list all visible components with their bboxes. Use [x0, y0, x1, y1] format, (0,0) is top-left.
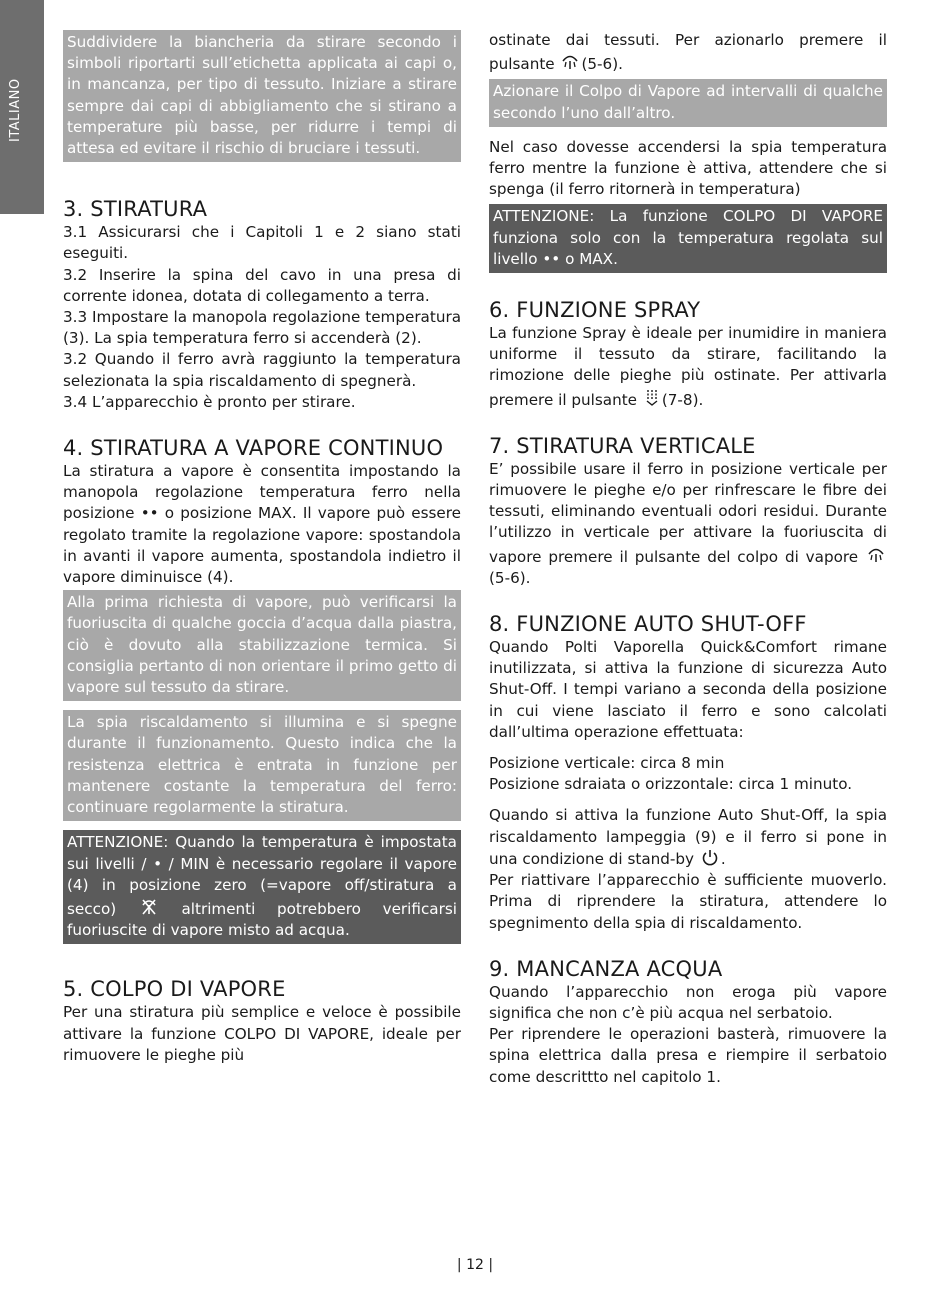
paragraph-text: ostinate dai tessuti. Per azionarlo premere il pulsante: [489, 31, 887, 74]
paragraph-8-b: Posizione verticale: circa 8 min: [489, 754, 725, 773]
paragraph-text-end: (5-6).: [489, 568, 531, 587]
warning-box-steam-shot: [489, 204, 887, 273]
paragraph-text-end: (7-8).: [661, 390, 704, 409]
note-box-steam-interval: [489, 79, 887, 126]
standby-icon: [701, 848, 719, 866]
note-box-heating-light: [63, 710, 461, 821]
paragraph-text-end: (5-6).: [581, 55, 623, 74]
steam-shot-icon: [867, 544, 885, 564]
paragraph-3-4: 3.2 Quando il ferro avrà raggiunto la temperatura selezionata la spia riscaldamento di spegnerà.: [63, 350, 461, 390]
heading-section-5: 5. COLPO DI VAPORE: [63, 977, 286, 1002]
paragraph-5: Per una stiratura più semplice e veloce è possibile attivare la funzione COLPO DI VAPORE, ideale per rimuovere le pieghe più: [63, 1003, 461, 1064]
left-column: [63, 30, 461, 1066]
paragraph-6: [489, 323, 887, 411]
heading-section-3: 3. STIRATURA: [63, 197, 208, 222]
heading-section-9: 9. MANCANZA ACQUA: [489, 956, 723, 981]
paragraph-text: La funzione Spray è ideale per inumidire in maniera uniforme il tessuto da stirare, facilitando la rimozione delle pieghe più ostinate. Per attivarla premere il pulsante: [489, 324, 887, 409]
note-box-sorting: [63, 30, 461, 162]
page-number: | 12 |: [456, 1257, 494, 1273]
heading-section-4: 4. STIRATURA A VAPORE CONTINUO: [63, 436, 444, 461]
paragraph-3-2: 3.2 Inserire la spina del cavo in una presa di corrente idonea, dotata di collegamento a terra.: [63, 265, 461, 305]
heading-section-6: 6. FUNZIONE SPRAY: [489, 298, 701, 323]
warning-text: Quando la temperatura è impostata sui livelli / • / MIN è necessario regolare il vapore (4) in posizione zero (=vapore off/stiratura a secco): [67, 833, 457, 918]
paragraph-text: E’ possibile usare il ferro in posizione verticale per rimuovere le pieghe e/o per rinfrescare le fibre dei tessuti, eliminando eventuali odori residui. Durante l’utilizzo in verticale per attivare la fuoriuscita di vapore premere il pulsante del colpo di vapore: [489, 459, 887, 566]
warning-text: La funzione COLPO DI VAPORE funziona solo con la temperatura regolata sul livello •• o MAX.: [493, 207, 883, 268]
heading-section-8: 8. FUNZIONE AUTO SHUT-OFF: [489, 612, 807, 637]
note-text: Suddividere la biancheria da stirare secondo i simboli riportarti sull’etichetta applicata ai capi o, in mancanza, per tipo di tessuto. Iniziare a stirare sempre dai capi di abbigliamento che si stirano a temperature più basse, per ridurre i tempi di attesa ed evitare il rischio di bruciare i tessuti.: [67, 33, 457, 158]
note-text: La spia riscaldamento si illumina e si spegne durante il funzionamento. Questo indica che la resistenza elettrica è entrata in funzione per mantenere costante la temperatura del ferro: continuare regolarmente la stiratura.: [67, 713, 457, 817]
paragraph-9-b: Per riprendere le operazioni basterà, rimuovere la spina elettrica dalla presa e riempire il serbatoio come descrittto nel capitolo 1.: [489, 1025, 887, 1086]
no-steam-icon: [140, 896, 158, 916]
paragraph-4: La stiratura a vapore è consentita impostando la manopola regolazione temperatura ferro nella posizione •• o posizione MAX. Il vapore può essere regolato tramite la regolazione vapore: spostandola in avanti il vapore aumenta, spostandola indietro il vapore diminuisce (4).: [63, 462, 461, 587]
warning-label: ATTENZIONE:: [493, 207, 595, 226]
language-tab: [0, 0, 44, 214]
paragraph-7: [489, 459, 887, 589]
paragraph-8-e: Per riattivare l’apparecchio è sufficiente muoverlo. Prima di riprendere la stiratura, attendere lo spegnimento della spia di riscaldamento.: [489, 871, 887, 932]
note-text: Alla prima richiesta di vapore, può verificarsi la fuoriuscita di qualche goccia d’acqua dalla piastra, ciò è dovuto alla stabilizzazione termica. Si consiglia pertanto di non orientare il primo getto di vapore sul tessuto da stirare.: [67, 593, 457, 697]
paragraph-3-5: 3.4 L’apparecchio è pronto per stirare.: [63, 392, 356, 411]
right-column: [489, 30, 887, 1088]
language-label: ITALIANO: [8, 78, 23, 142]
paragraph-3-3: 3.3 Impostare la manopola regolazione temperatura (3). La spia temperatura ferro si accenderà (2).: [63, 308, 461, 348]
paragraph-8-a: Quando Polti Vaporella Quick&Comfort rimane inutilizzata, si attiva la funzione di sicurezza Auto Shut-Off. I tempi variano a seconda della posizione in cui viene lasciato il ferro e sono calcolati dall’ultima operazione effettuata:: [489, 638, 887, 741]
paragraph-9-a: Quando l’apparecchio non eroga più vapore significa che non c’è più acqua nel serbatoio.: [489, 982, 887, 1022]
paragraph-8-c: Posizione sdraiata o orizzontale: circa 1 minuto.: [489, 775, 853, 794]
paragraph-5-continued: [489, 30, 887, 75]
warning-box-low-temperature: [63, 830, 461, 944]
warning-text-end: altrimenti potrebbero verificarsi fuoriuscite di vapore misto ad acqua.: [67, 899, 457, 940]
note-box-first-steam: [63, 590, 461, 701]
spray-icon: [644, 387, 660, 407]
paragraph-8-d: Quando si attiva la funzione Auto Shut-Off, la spia riscaldamento lampeggia (9) e il ferro si pone in una condizione di stand-by .: [489, 806, 887, 868]
paragraph-text: Quando si attiva la funzione Auto Shut-Off, la spia riscaldamento lampeggia (9) e il ferro si pone in una condizione di stand-by: [489, 806, 887, 868]
heading-section-7: 7. STIRATURA VERTICALE: [489, 433, 756, 458]
paragraph-3-1: 3.1 Assicurarsi che i Capitoli 1 e 2 siano stati eseguiti.: [63, 223, 461, 263]
steam-shot-icon: [561, 51, 579, 71]
note-text: Azionare il Colpo di Vapore ad intervalli di qualche secondo l’uno dall’altro.: [493, 82, 883, 122]
warning-label: ATTENZIONE:: [67, 833, 169, 852]
paragraph-5-b: Nel caso dovesse accendersi la spia temperatura ferro mentre la funzione è attiva, attendere che si spenga (il ferro ritornerà in temperatura): [489, 137, 887, 199]
